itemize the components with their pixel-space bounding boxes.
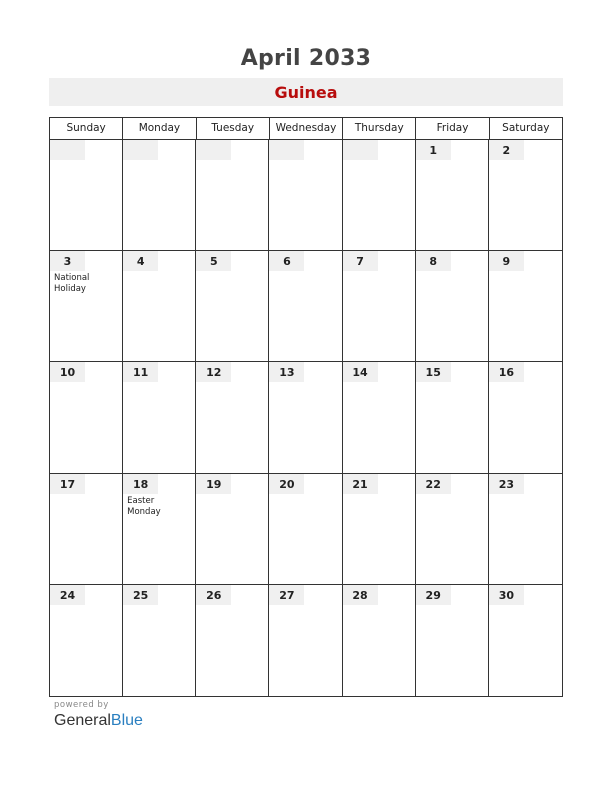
day-cell <box>489 140 562 251</box>
holiday-label: National Holiday <box>54 273 90 295</box>
day-number: 7 <box>343 251 378 271</box>
day-number: 12 <box>196 362 231 382</box>
weekday-header-sunday: Sunday <box>50 118 123 139</box>
day-cell <box>196 585 269 696</box>
country-name: Guinea <box>274 83 338 102</box>
day-cell <box>489 362 562 473</box>
day-number <box>269 140 304 160</box>
day-cell <box>50 362 123 473</box>
day-cell <box>123 362 196 473</box>
day-number: 19 <box>196 474 231 494</box>
day-number: 26 <box>196 585 231 605</box>
day-number: 25 <box>123 585 158 605</box>
day-number: 15 <box>416 362 451 382</box>
weekday-header-tuesday: Tuesday <box>197 118 270 139</box>
day-number: 16 <box>489 362 524 382</box>
holiday-label: Easter Monday <box>127 495 161 517</box>
day-number: 17 <box>50 474 85 494</box>
powered-by-text: powered by <box>54 700 109 710</box>
day-cell <box>416 585 489 696</box>
day-cell <box>269 362 342 473</box>
brand-text-blue: Blue <box>110 712 143 729</box>
day-cell <box>489 474 562 585</box>
day-cell <box>123 140 196 251</box>
day-number: 11 <box>123 362 158 382</box>
day-number: 10 <box>50 362 85 382</box>
footer <box>54 700 143 730</box>
day-number: 22 <box>416 474 451 494</box>
day-cell <box>489 251 562 362</box>
day-cell <box>123 474 196 585</box>
day-number: 14 <box>343 362 378 382</box>
country-banner <box>49 78 563 106</box>
weekday-header-wednesday: Wednesday <box>270 118 343 139</box>
day-cell <box>269 251 342 362</box>
weekday-header-saturday: Saturday <box>502 122 550 134</box>
day-cell <box>196 362 269 473</box>
day-number: 1 <box>416 140 451 160</box>
weekday-header-friday: Friday <box>416 118 489 139</box>
day-number: 20 <box>269 474 304 494</box>
generalblue-logo[interactable] <box>54 712 143 730</box>
calendar-table <box>49 117 563 697</box>
day-number <box>50 140 85 160</box>
day-cell <box>343 140 416 251</box>
day-cell <box>343 362 416 473</box>
day-number: 21 <box>343 474 378 494</box>
day-number: 13 <box>269 362 304 382</box>
day-cell <box>50 585 123 696</box>
day-cell <box>416 251 489 362</box>
day-cell <box>196 251 269 362</box>
day-cell <box>269 474 342 585</box>
day-cell <box>196 474 269 585</box>
weekday-header-row <box>50 118 562 140</box>
day-number: 9 <box>489 251 524 271</box>
day-cell <box>343 251 416 362</box>
day-number: 8 <box>416 251 451 271</box>
day-number: 27 <box>269 585 304 605</box>
day-number: 3 <box>50 251 85 271</box>
day-number: 18 <box>123 474 158 494</box>
day-cell <box>196 140 269 251</box>
day-number: 23 <box>489 474 524 494</box>
day-cell <box>50 140 123 251</box>
day-number: 6 <box>269 251 304 271</box>
day-number: 2 <box>489 140 524 160</box>
brand-text-general: General <box>54 712 111 729</box>
day-cell <box>416 140 489 251</box>
day-cell <box>50 251 123 362</box>
calendar-title: April 2033 <box>240 46 372 71</box>
weekday-header-monday: Monday <box>123 118 196 139</box>
day-cell <box>416 474 489 585</box>
day-number <box>196 140 231 160</box>
day-number <box>123 140 158 160</box>
day-number: 28 <box>343 585 378 605</box>
day-number: 5 <box>196 251 231 271</box>
day-cell <box>416 362 489 473</box>
weekday-header-thursday: Thursday <box>343 118 416 139</box>
day-number: 4 <box>123 251 158 271</box>
day-number: 30 <box>489 585 524 605</box>
day-cell <box>489 585 562 696</box>
day-number: 29 <box>416 585 451 605</box>
day-cell <box>123 585 196 696</box>
day-cell <box>123 251 196 362</box>
day-number <box>343 140 378 160</box>
day-cell <box>269 140 342 251</box>
day-cell <box>50 474 123 585</box>
day-number: 24 <box>50 585 85 605</box>
calendar-grid <box>50 140 562 696</box>
day-cell <box>343 585 416 696</box>
day-cell <box>343 474 416 585</box>
day-cell <box>269 585 342 696</box>
